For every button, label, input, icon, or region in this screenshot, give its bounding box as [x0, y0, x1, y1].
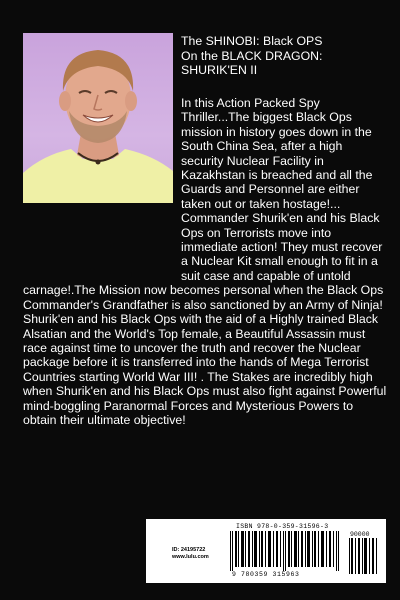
book-blurb: In this Action Packed Spy Thriller...The biggest Black Ops mission in history goes down in the South China Sea, after a high security Nuclear Facility in Kazakhstan is breached and all the Guards and Personnel are either taken out or taken hostage!... Commander Shurik'en and his Black Ops on Terrorists move into immediate action! They must recover a Nuclear Kit small enough to fit in a suit case and capable of untold carnage!.The Mission now becomes personal when the Black Ops Commander's Grandfather is also sanctioned by an Army of Ninja! Shurik'en and his Black Ops with the aid of a Highly trained Black Alsatian and the World's Top female, a Beautiful Assassin must race against time to uncover the truth and recover the Nuclear package before it is transferred into the hands of Mega Terrorist Countries starting World War III! . The Stakes are incredibly high when Shurik'en and his Black Ops must also fight against Powerful mind-boggling Paranormal Forces and Mysterious Powers to obtain their ultimate objective! [23, 96, 387, 427]
title-line-1: The SHINOBI: Black OPS [181, 34, 323, 48]
isbn-barcode [230, 531, 340, 571]
lulu-site: www.lulu.com [172, 554, 209, 560]
lulu-id-label: ID: 24195722 [172, 547, 206, 553]
title-line-2: On the BLACK DRAGON: [181, 48, 323, 63]
blurb-container [23, 96, 387, 427]
price-code: 90000 [350, 531, 370, 538]
lulu-info [172, 547, 209, 561]
book-title [181, 34, 386, 78]
barcode-digits: 9 780359 315963 [232, 571, 300, 578]
price-barcode [349, 538, 379, 574]
title-line-3: SHURIK'EN II [181, 63, 258, 77]
photo-spacer [23, 96, 181, 274]
isbn-label: ISBN 978-0-359-31596-3 [236, 523, 329, 530]
barcode-panel [146, 519, 386, 583]
